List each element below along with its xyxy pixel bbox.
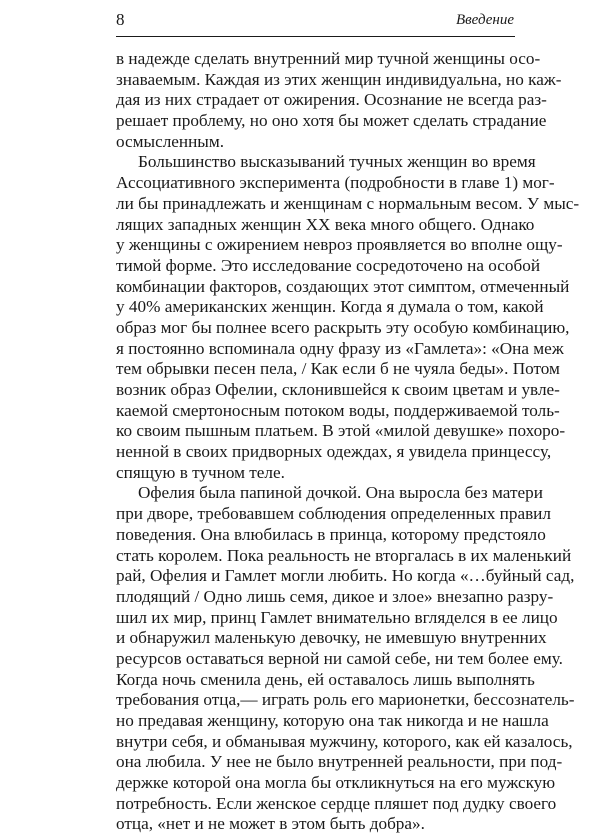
body-text — [116, 49, 580, 835]
text-line: спящую в тучном теле. — [116, 462, 285, 482]
text-line: ресурсов оставаться верной ни самой себе, ни тем более ему. — [116, 648, 563, 668]
text-line: шил их мир, принц Гамлет внимательно вгляделся в ее лицо — [116, 607, 558, 627]
header-rule — [116, 36, 515, 37]
text-line: возник образ Офелии, склонившейся к своим цветам и увле- — [116, 380, 560, 399]
text-line: держке которой она могла бы откликнуться на его мужскую — [116, 773, 556, 793]
text-line: образ мог бы полнее всего раскрыть эту особую комбинацию, — [116, 317, 570, 337]
text-line: осмысленным. — [116, 131, 225, 151]
text-line: ли бы принадлежать и женщинам с нормальным весом. У мыс- — [116, 193, 580, 213]
text-line: лящих западных женщин XX века много общего. Однако — [116, 214, 535, 234]
text-line: ненной в своих придворных одеждах, я увидела принцессу, — [116, 442, 552, 462]
text-line: при дворе, требовавшем соблюдения определенных правил — [116, 504, 551, 524]
text-line: комбинации факторов, создающих этот симптом, отмеченный — [116, 276, 570, 296]
text-line: в надежде сделать внутренний мир тучной женщины осо- — [116, 49, 541, 68]
text-line: у женщины с ожирением невроз проявляется во вполне ощу- — [116, 235, 563, 255]
text-line: требования отца,— играть роль его марионетки, бессознатель- — [116, 690, 575, 710]
text-line: знаваемым. Каждая из этих женщин индивидуальна, но каж- — [116, 69, 562, 89]
text-line: плодящий / Одно лишь семя, дикое и злое» внезапно разру- — [116, 586, 554, 606]
running-title: Введение — [456, 12, 514, 28]
text-line: она любила. У нее не было внутренней реальности, при под- — [116, 752, 563, 772]
text-line: я постоянно вспоминала одну фразу из «Гамлета»: «Она меж — [116, 338, 564, 358]
text-line: но предавая женщину, которую она так никогда и не нашла — [116, 711, 549, 730]
text-line: поведения. Она влюбилась в принца, которому предстояло — [116, 524, 546, 544]
text-line: и обнаружил маленькую девочку, не имевшую внутренних — [116, 628, 547, 648]
text-line: тем обрывки песен пела, / Как если б не чуяла беды». Потом — [116, 359, 560, 379]
text-line: ко своим пышным платьем. В этой «милой девушке» похоро- — [116, 421, 566, 441]
text-line: потребность. Если женское сердце пляшет под дудку своего — [116, 793, 557, 813]
text-line: у 40% американских женщин. Когда я думала о том, какой — [116, 297, 544, 317]
paragraph-first-line: Офелия была папиной дочкой. Она выросла без матери — [138, 483, 543, 503]
page-number: 8 — [116, 10, 125, 29]
text-line: отца, «нет и не может в этом быть добра». — [116, 814, 425, 834]
paragraph-first-line: Большинство высказываний тучных женщин во время — [138, 152, 536, 172]
text-line: тимой форме. Это исследование сосредоточено на особой — [116, 255, 541, 275]
text-line: рай, Офелия и Гамлет могли любить. Но когда «…буйный сад, — [116, 566, 575, 586]
text-line: Когда ночь сменила день, ей оставалось лишь выполнять — [116, 669, 535, 689]
text-line: каемой смертоносным потоком воды, поддерживаемой толь- — [116, 400, 560, 420]
text-line: стать королем. Пока реальность не вторгалась в их маленький — [116, 545, 572, 565]
text-line: Ассоциативного эксперимента (подробности в главе 1) мог- — [116, 173, 555, 193]
text-line: дая из них страдает от ожирения. Осознание не всегда раз- — [116, 90, 547, 110]
text-line: внутри себя, и обманывая мужчину, которого, как ей казалось, — [116, 731, 573, 751]
text-line: решает проблему, но оно хотя бы может сделать страдание — [116, 111, 547, 131]
